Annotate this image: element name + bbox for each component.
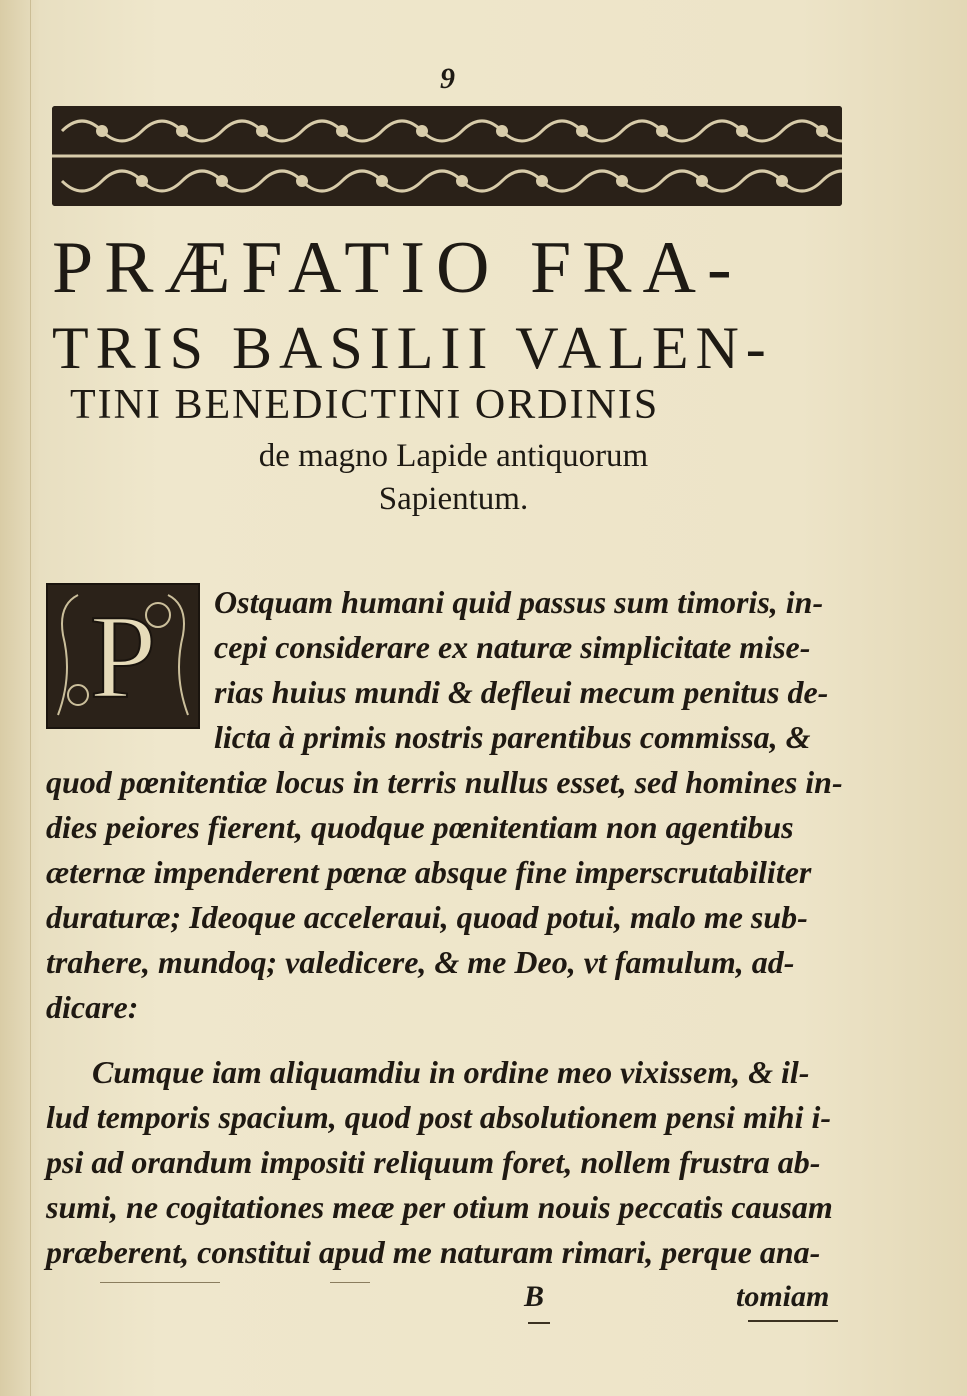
rule (100, 1282, 220, 1283)
text-line: dicare: (46, 989, 139, 1025)
catchword: tomiam (736, 1280, 830, 1313)
page-number: 9 (440, 62, 455, 95)
subtitle-line-2: Sapientum. (378, 481, 529, 517)
ornament-headpiece (52, 106, 842, 206)
rule (748, 1320, 838, 1322)
text-line: duraturæ; Ideoque acceleraui, quoad potui, malo me sub- (46, 899, 808, 935)
text-line: rias huius mundi & defleui mecum penitus de- (214, 674, 829, 710)
text-line: Ostquam humani quid passus sum timoris, in- (214, 584, 824, 620)
text-line: Cumque iam aliquamdiu in ordine meo vixissem, & il- (92, 1054, 810, 1090)
rule (330, 1282, 370, 1283)
ornament-pattern (52, 106, 842, 206)
title-line-1: PRÆFATIO FRA- (52, 227, 743, 309)
text-line: cepi considerare ex naturæ simplicitate mise- (214, 629, 811, 665)
text-line: dies peiores fierent, quodque pœnitentiam non agentibus (46, 809, 794, 845)
text-line: trahere, mundoq; valedicere, & me Deo, vt famulum, ad- (46, 944, 795, 980)
text-line: licta à primis nostris parentibus commissa, & (214, 719, 811, 755)
page-gutter (30, 0, 31, 1396)
decorated-initial (46, 583, 200, 729)
text-line: præberent, constitui apud me naturam rimari, perque ana- (46, 1234, 821, 1270)
decorated-initial-image (48, 585, 198, 727)
title-line-2: TRIS BASILII VALEN- (52, 315, 773, 381)
signature-mark: B (524, 1280, 545, 1313)
subtitle-line-1: de magno Lapide antiquorum (258, 438, 649, 474)
text-line: psi ad orandum impositi reliquum foret, nollem frustra ab- (46, 1144, 821, 1180)
text-line: æternæ impenderent pœnæ absque fine imperscrutabiliter (46, 854, 812, 890)
text-line: quod pœnitentiæ locus in terris nullus esset, sed homines in- (46, 764, 843, 800)
dropcap-letter: P (89, 590, 157, 723)
rule (528, 1322, 550, 1324)
text-line: sumi, ne cogitationes meæ per otium nouis peccatis causam (46, 1189, 833, 1225)
text-line: lud temporis spacium, quod post absolutionem pensi mihi i- (46, 1099, 832, 1135)
title-line-3: TINI BENEDICTINI ORDINIS (70, 382, 660, 428)
